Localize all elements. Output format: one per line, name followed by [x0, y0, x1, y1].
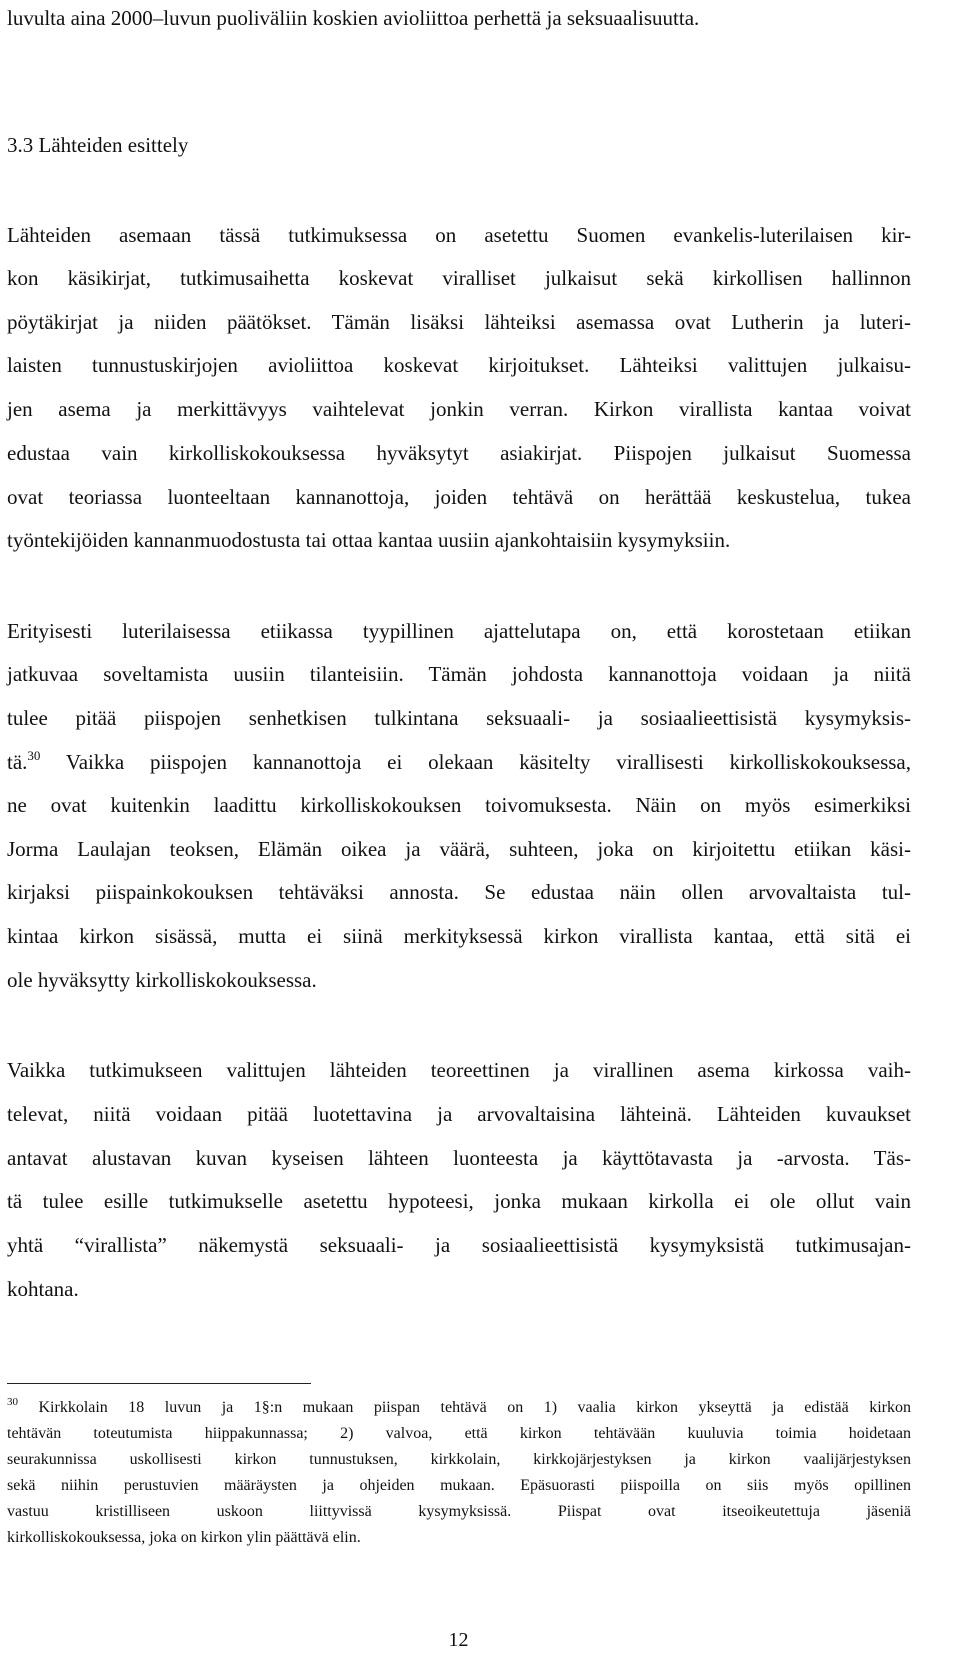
- page-number: 12: [448, 1629, 469, 1651]
- text-segment: Vaikka piispojen kannanottoja ei olekaan käsitelty virallisesti kirkolliskokouksessa,: [40, 750, 911, 774]
- top-line: luvulta aina 2000–luvun puoliväliin koskien avioliittoa perhettä ja seksuaalisuutta.: [7, 6, 700, 30]
- text-line: kintaa kirkon sisässä, mutta ei siinä merkityksessä kirkon virallista kantaa, että sitä ei: [7, 924, 911, 948]
- text-line: edustaa vain kirkolliskokouksessa hyväksytyt asiakirjat. Piispojen julkaisut Suomessa: [7, 441, 911, 465]
- text-line: tulee pitää piispojen senhetkisen tulkintana seksuaali- ja sosiaalieettisistä kysymyksis-: [7, 706, 911, 730]
- footnote-marker: 30: [7, 1396, 18, 1408]
- section-heading: 3.3 Lähteiden esittely: [7, 133, 189, 157]
- text-line: pöytäkirjat ja niiden päätökset. Tämän lisäksi lähteiksi asemassa ovat Lutherin ja luteri-: [7, 310, 911, 334]
- footnote-line: kirkolliskokouksessa, joka on kirkon ylin päättävä elin.: [7, 1529, 361, 1546]
- text-segment: tä.: [7, 750, 28, 774]
- footnote-line: [7, 1396, 911, 1418]
- text-line: ne ovat kuitenkin laadittu kirkolliskokouksen toivomuksesta. Näin on myös esimerkiksi: [7, 793, 911, 817]
- text-line: kohtana.: [7, 1277, 79, 1301]
- text-line: jen asema ja merkittävyys vaihtelevat jonkin verran. Kirkon virallista kantaa voivat: [7, 397, 911, 421]
- text-line: antavat alustavan kuvan kyseisen lähteen luonteesta ja käyttötavasta ja -arvosta. Täs-: [7, 1146, 911, 1170]
- footnote-line: tehtävän toteutumista hiippakunnassa; 2) valvoa, että kirkon tehtävään kuuluvia toimia hoidetaan: [7, 1425, 911, 1442]
- text-line: työntekijöiden kannanmuodostusta tai ottaa kantaa uusiin ajankohtaisiin kysymyksiin.: [7, 528, 731, 552]
- text-line-with-footnote: [7, 750, 911, 777]
- text-line: laisten tunnustuskirjojen avioliittoa koskevat kirjoitukset. Lähteiksi valittujen julkaisu-: [7, 353, 911, 377]
- text-line: televat, niitä voidaan pitää luotettavina ja arvovaltaisina lähteinä. Lähteiden kuvaukset: [7, 1102, 911, 1126]
- footnote-separator: [7, 1383, 311, 1384]
- footnote-reference: 30: [27, 748, 41, 763]
- footnote-line: sekä niihin perustuvien määräysten ja ohjeiden mukaan. Epäsuorasti piispoilla on siis myös opillinen: [7, 1477, 911, 1494]
- text-line: Vaikka tutkimukseen valittujen lähteiden teoreettinen ja virallinen asema kirkossa vaih-: [7, 1058, 911, 1082]
- text-line: kon käsikirjat, tutkimusaihetta koskevat viralliset julkaisut sekä kirkollisen hallinnon: [7, 266, 911, 290]
- footnote-text: Kirkkolain 18 luvun ja 1§:n mukaan piispan tehtävä on 1) vaalia kirkon ykseyttä ja edistää kirkon: [18, 1399, 911, 1416]
- text-line: ole hyväksytty kirkolliskokouksessa.: [7, 968, 317, 992]
- text-line: yhtä “virallista” näkemystä seksuaali- ja sosiaalieettisistä kysymyksistä tutkimusajan-: [7, 1233, 911, 1257]
- footnote-line: vastuu kristilliseen uskoon liittyvissä kysymyksissä. Piispat ovat itseoikeutettuja jäseniä: [7, 1503, 911, 1520]
- text-line: Erityisesti luterilaisessa etiikassa tyypillinen ajattelutapa on, että korostetaan etiikan: [7, 619, 911, 643]
- footnote-line: seurakunnissa uskollisesti kirkon tunnustuksen, kirkkolain, kirkkojärjestyksen ja kirkon vaalijärjestyksen: [7, 1451, 911, 1468]
- text-line: Lähteiden asemaan tässä tutkimuksessa on asetettu Suomen evankelis-luterilaisen kir-: [7, 223, 911, 247]
- text-line: kirjaksi piispainkokouksen tehtäväksi annosta. Se edustaa näin ollen arvovaltaista tul-: [7, 880, 911, 904]
- text-line: Jorma Laulajan teoksen, Elämän oikea ja väärä, suhteen, joka on kirjoitettu etiikan käsi-: [7, 837, 911, 861]
- text-line: tä tulee esille tutkimukselle asetettu hypoteesi, jonka mukaan kirkolla ei ole ollut vain: [7, 1189, 911, 1213]
- text-line: ovat teoriassa luonteeltaan kannanottoja, joiden tehtävä on herättää keskustelua, tukea: [7, 485, 911, 509]
- text-line: jatkuvaa soveltamista uusiin tilanteisiin. Tämän johdosta kannanottoja voidaan ja niitä: [7, 662, 911, 686]
